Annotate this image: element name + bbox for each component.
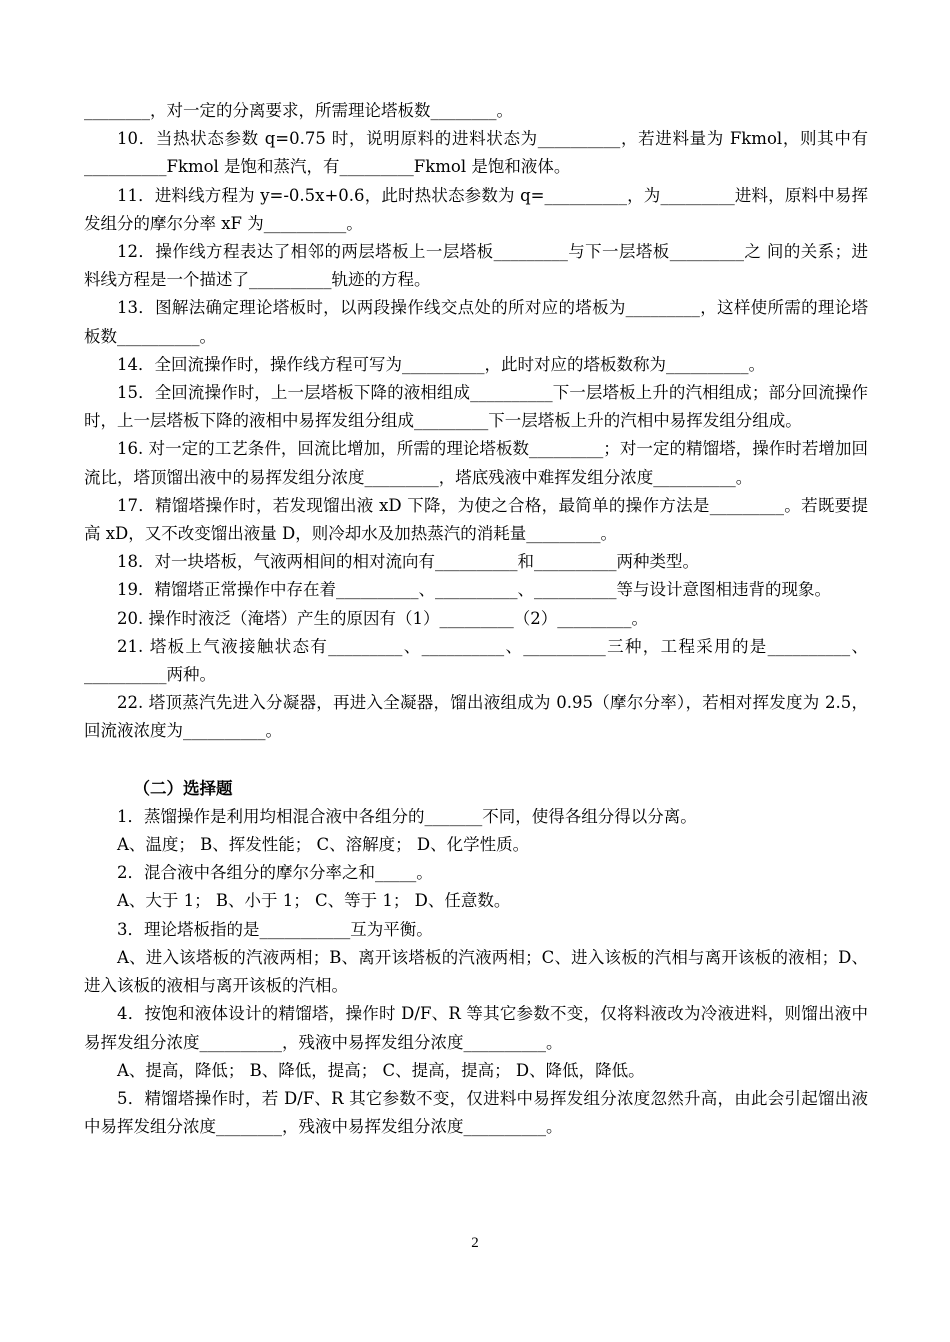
fill-in-item-14: 14．全回流操作时，操作线方程可写为__________，此时对应的塔板数称为__________。 <box>117 354 765 374</box>
choice-question-2: 2．混合液中各组分的摩尔分率之和_____。 <box>117 863 433 883</box>
choice-options-2: A、大于 1； B、小于 1； C、等于 1； D、任意数。 <box>117 891 511 911</box>
fill-in-item-13: 13．图解法确定理论塔板时，以两段操作线交点处的所对应的塔板为_________，这样使所需的理论塔板数__________。 <box>84 298 868 346</box>
fill-in-item-17: 17．精馏塔操作时，若发现馏出液 xD 下降，为使之合格，最简单的操作方法是_________。若既要提高 xD，又不改变馏出液量 D，则冷却水及加热蒸汽的消耗量_________。 <box>84 495 868 544</box>
choice-question-3: 3．理论塔板指的是___________互为平衡。 <box>117 919 433 939</box>
fill-in-item-22: 22. 塔顶蒸汽先进入分凝器，再进入全凝器，馏出液组成为 0.95（摩尔分率），若相对挥发度为 2.5，回流液浓度为__________。 <box>84 693 868 741</box>
fill-in-item-16: 16. 对一定的工艺条件，回流比增加，所需的理论塔板数_________；对一定的精馏塔，操作时若增加回流比，塔顶馏出液中的易挥发组分浓度_________，塔底残液中难挥发组分浓度__________。 <box>84 439 868 487</box>
fill-in-item-19: 19．精馏塔正常操作中存在着__________、__________、__________等与设计意图相违背的现象。 <box>117 580 831 600</box>
fill-in-item-10: 10．当热状态参数 q=0.75 时，说明原料的进料状态为__________，若进料量为 Fkmol，则其中有__________Fkmol 是饱和蒸汽，有_________Fkmol 是饱和液体。 <box>84 129 868 177</box>
fill-in-item-12: 12．操作线方程表达了相邻的两层塔板上一层塔板_________与下一层塔板_________之 间的关系；进料线方程是一个描述了__________轨迹的方程。 <box>84 242 868 290</box>
page-number: 2 <box>471 1235 479 1251</box>
choice-options-1: A、温度； B、挥发性能； C、溶解度； D、化学性质。 <box>117 835 530 855</box>
fill-in-item-9-continued: ________，对一定的分离要求，所需理论塔板数________。 <box>84 101 513 120</box>
choice-options-3: A、进入该塔板的汽液两相；B、离开该塔板的汽液两相；C、进入该板的汽相与离开该板的液相；D、进入该板的液相与离开该板的汽相。 <box>84 947 868 996</box>
section-title-choice: （二）选择题 <box>133 778 233 798</box>
choice-question-4: 4．按饱和液体设计的精馏塔，操作时 D/F、R 等其它参数不变，仅将料液改为冷液进料，则馏出液中易挥发组分浓度__________，残液中易挥发组分浓度__________。 <box>84 1004 868 1052</box>
choice-question-5: 5．精馏塔操作时，若 D/F、R 其它参数不变，仅进料中易挥发组分浓度忽然升高，由此会引起馏出液中易挥发组分浓度________，残液中易挥发组分浓度__________。 <box>84 1088 868 1137</box>
fill-in-item-20: 20. 操作时液泛（淹塔）产生的原因有（1）_________（2）_________。 <box>117 608 648 628</box>
choice-question-1: 1．蒸馏操作是利用均相混合液中各组分的_______不同，使得各组分得以分离。 <box>117 806 697 826</box>
fill-in-item-11: 11．进料线方程为 y=-0.5x+0.6，此时热状态参数为 q=__________，为_________进料，原料中易挥发组分的摩尔分率 xF 为__________。 <box>84 185 868 233</box>
fill-in-item-18: 18．对一块塔板，气液两相间的相对流向有__________和__________两种类型。 <box>117 552 699 572</box>
fill-in-item-21: 21. 塔板上气液接触状态有_________、__________、__________三种，工程采用的是__________、__________两种。 <box>84 636 868 685</box>
document-page <box>84 97 868 1141</box>
fill-in-item-15: 15．全回流操作时，上一层塔板下降的液相组成__________下一层塔板上升的汽相组成；部分回流操作时，上一层塔板下降的液相中易挥发组分组成_________下一层塔板上升的汽相中易挥发组分组成。 <box>84 383 868 431</box>
choice-options-4: A、提高，降低； B、降低，提高； C、提高，提高； D、降低，降低。 <box>117 1060 645 1080</box>
